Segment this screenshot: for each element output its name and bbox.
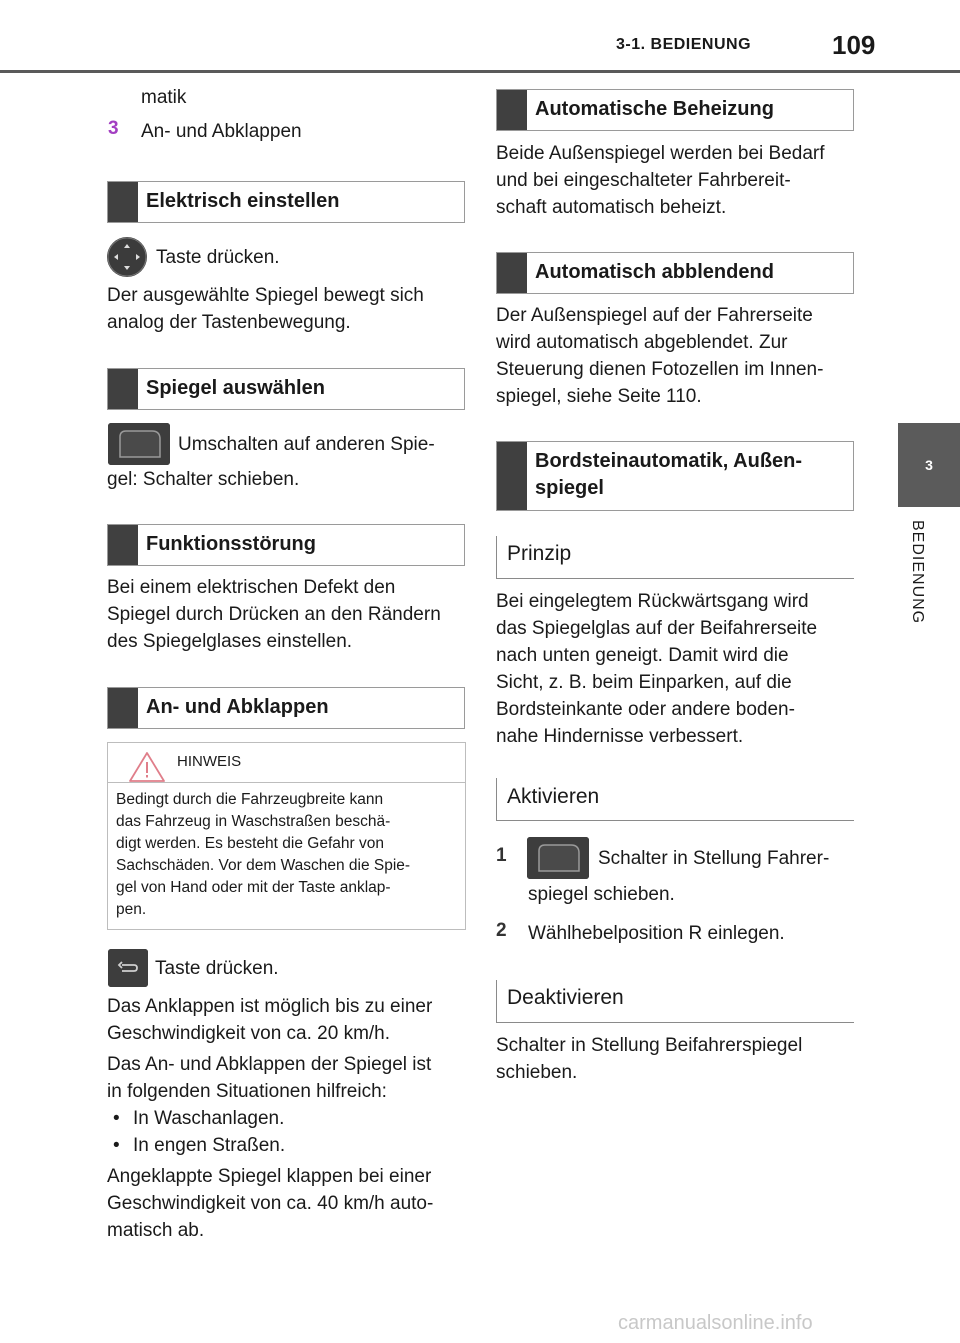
instruction-text: Taste drücken. — [156, 247, 280, 268]
subheading-deaktivieren: Deaktivieren — [507, 986, 624, 1009]
paragraph-line: Der ausgewählte Spiegel bewegt sich — [107, 285, 424, 306]
note-line: Sachschäden. Vor dem Waschen die Spie- — [116, 857, 411, 874]
chapter-number: 3 — [925, 457, 933, 473]
paragraph-line: Das An- und Abklappen der Spiegel ist — [107, 1054, 432, 1075]
step-text: Wählhebelposition R einlegen. — [528, 923, 785, 944]
subheading-rule — [496, 820, 854, 821]
step-number: 2 — [496, 920, 507, 941]
heading-box — [496, 89, 854, 131]
paragraph-line: das Spiegelglas auf der Beifahrerseite — [496, 618, 818, 639]
paragraph-line: Geschwindigkeit von ca. 40 km/h auto- — [107, 1193, 434, 1214]
paragraph-line: Spiegel durch Drücken an den Rändern — [107, 604, 441, 625]
bullet-item: In Waschanlagen. — [133, 1108, 285, 1129]
bullet-item: In engen Straßen. — [133, 1135, 286, 1156]
subheading-prinzip: Prinzip — [507, 542, 572, 565]
heading-bordstein-line1: Bordsteinautomatik, Außen- — [535, 450, 803, 472]
heading-box — [107, 368, 465, 410]
heading-elektrisch: Elektrisch einstellen — [146, 190, 340, 212]
paragraph-line: Bordsteinkante oder andere boden- — [496, 699, 795, 720]
direction-pad-icon — [107, 237, 147, 277]
heading-abklappen: An- und Abklappen — [146, 696, 329, 718]
heading-box — [496, 252, 854, 294]
bullet-dot: • — [113, 1108, 120, 1129]
header-rule — [0, 70, 960, 73]
paragraph-line: schaft automatisch beheizt. — [496, 197, 727, 218]
mirror-switch-icon — [527, 837, 589, 879]
paragraph-line: wird automatisch abgeblendet. Zur — [496, 332, 788, 353]
paragraph-line: Geschwindigkeit von ca. 20 km/h. — [107, 1023, 391, 1044]
page-number: 109 — [832, 30, 876, 60]
step-text: An- und Abklappen — [141, 121, 302, 142]
note-line: gel von Hand oder mit der Taste anklap- — [116, 879, 391, 896]
paragraph-line: Steuerung dienen Fotozellen im Innen- — [496, 359, 824, 380]
mirror-switch-icon — [108, 423, 170, 465]
chapter-tab — [898, 423, 960, 507]
paragraph-line: spiegel, siehe Seite 110. — [496, 386, 702, 407]
heading-abblendend: Automatisch abblendend — [535, 261, 774, 283]
step-text: Schalter in Stellung Fahrer- — [598, 848, 830, 869]
paragraph-line: Der Außenspiegel auf der Fahrerseite — [496, 305, 813, 326]
paragraph-line: in folgenden Situationen hilfreich: — [107, 1081, 387, 1102]
subheading-rule — [496, 578, 854, 579]
subheading-vrule — [496, 778, 497, 821]
paragraph-line: analog der Tastenbewegung. — [107, 312, 351, 333]
heading-box — [107, 181, 465, 223]
step-number: 3 — [108, 118, 119, 139]
paragraph-line: des Spiegelglases einstellen. — [107, 631, 353, 652]
paragraph-line: und bei eingeschalteter Fahrbereit- — [496, 170, 791, 191]
fold-mirror-icon — [108, 949, 148, 987]
subheading-vrule — [496, 980, 497, 1023]
section-title: 3-1. BEDIENUNG — [616, 36, 752, 53]
instruction-text: gel: Schalter schieben. — [107, 469, 300, 490]
heading-bar — [108, 182, 138, 222]
step-number: 1 — [496, 845, 507, 866]
paragraph-line: Das Anklappen ist möglich bis zu einer — [107, 996, 433, 1017]
subheading-vrule — [496, 536, 497, 579]
note-box — [107, 742, 466, 930]
note-line: Bedingt durch die Fahrzeugbreite kann — [116, 791, 384, 808]
heading-bar — [108, 525, 138, 565]
heading-bordstein-line2: spiegel — [535, 477, 604, 499]
note-line: das Fahrzeug in Waschstraßen beschä- — [116, 813, 391, 830]
bullet-dot: • — [113, 1135, 120, 1156]
heading-funktion: Funktionsstörung — [146, 533, 316, 555]
paragraph-line: Beide Außenspiegel werden bei Bedarf — [496, 143, 825, 164]
watermark: carmanualsonline.info — [618, 1312, 813, 1334]
heading-beheizung: Automatische Beheizung — [535, 98, 774, 120]
heading-box — [496, 441, 854, 511]
heading-bar — [497, 90, 527, 130]
paragraph-line: schieben. — [496, 1062, 578, 1083]
note-line: digt werden. Es besteht die Gefahr von — [116, 835, 384, 852]
heading-box — [107, 524, 465, 566]
chapter-label-text: BEDIENUNG — [909, 520, 926, 625]
paragraph-line: nahe Hindernisse verbessert. — [496, 726, 744, 747]
paragraph-line: matisch ab. — [107, 1220, 205, 1241]
subheading-rule — [496, 1022, 854, 1023]
paragraph-line: Schalter in Stellung Beifahrerspiegel — [496, 1035, 803, 1056]
heading-bar — [108, 369, 138, 409]
heading-bar — [108, 688, 138, 728]
subheading-aktivieren: Aktivieren — [507, 785, 600, 808]
heading-bar — [497, 442, 527, 510]
note-title: HINWEIS — [177, 753, 242, 770]
note-line: pen. — [116, 901, 147, 918]
note-divider — [108, 782, 465, 783]
continued-word: matik — [141, 87, 187, 108]
heading-box — [107, 687, 465, 729]
heading-bar — [497, 253, 527, 293]
instruction-text: Umschalten auf anderen Spie- — [178, 434, 435, 455]
instruction-text: Taste drücken. — [155, 958, 279, 979]
step-text: spiegel schieben. — [528, 884, 675, 905]
chapter-label — [896, 520, 936, 660]
paragraph-line: Angeklappte Spiegel klappen bei einer — [107, 1166, 432, 1187]
paragraph-line: Bei einem elektrischen Defekt den — [107, 577, 396, 598]
paragraph-line: nach unten geneigt. Damit wird die — [496, 645, 789, 666]
paragraph-line: Sicht, z. B. beim Einparken, auf die — [496, 672, 792, 693]
paragraph-line: Bei eingelegtem Rückwärtsgang wird — [496, 591, 809, 612]
heading-spiegel: Spiegel auswählen — [146, 377, 325, 399]
